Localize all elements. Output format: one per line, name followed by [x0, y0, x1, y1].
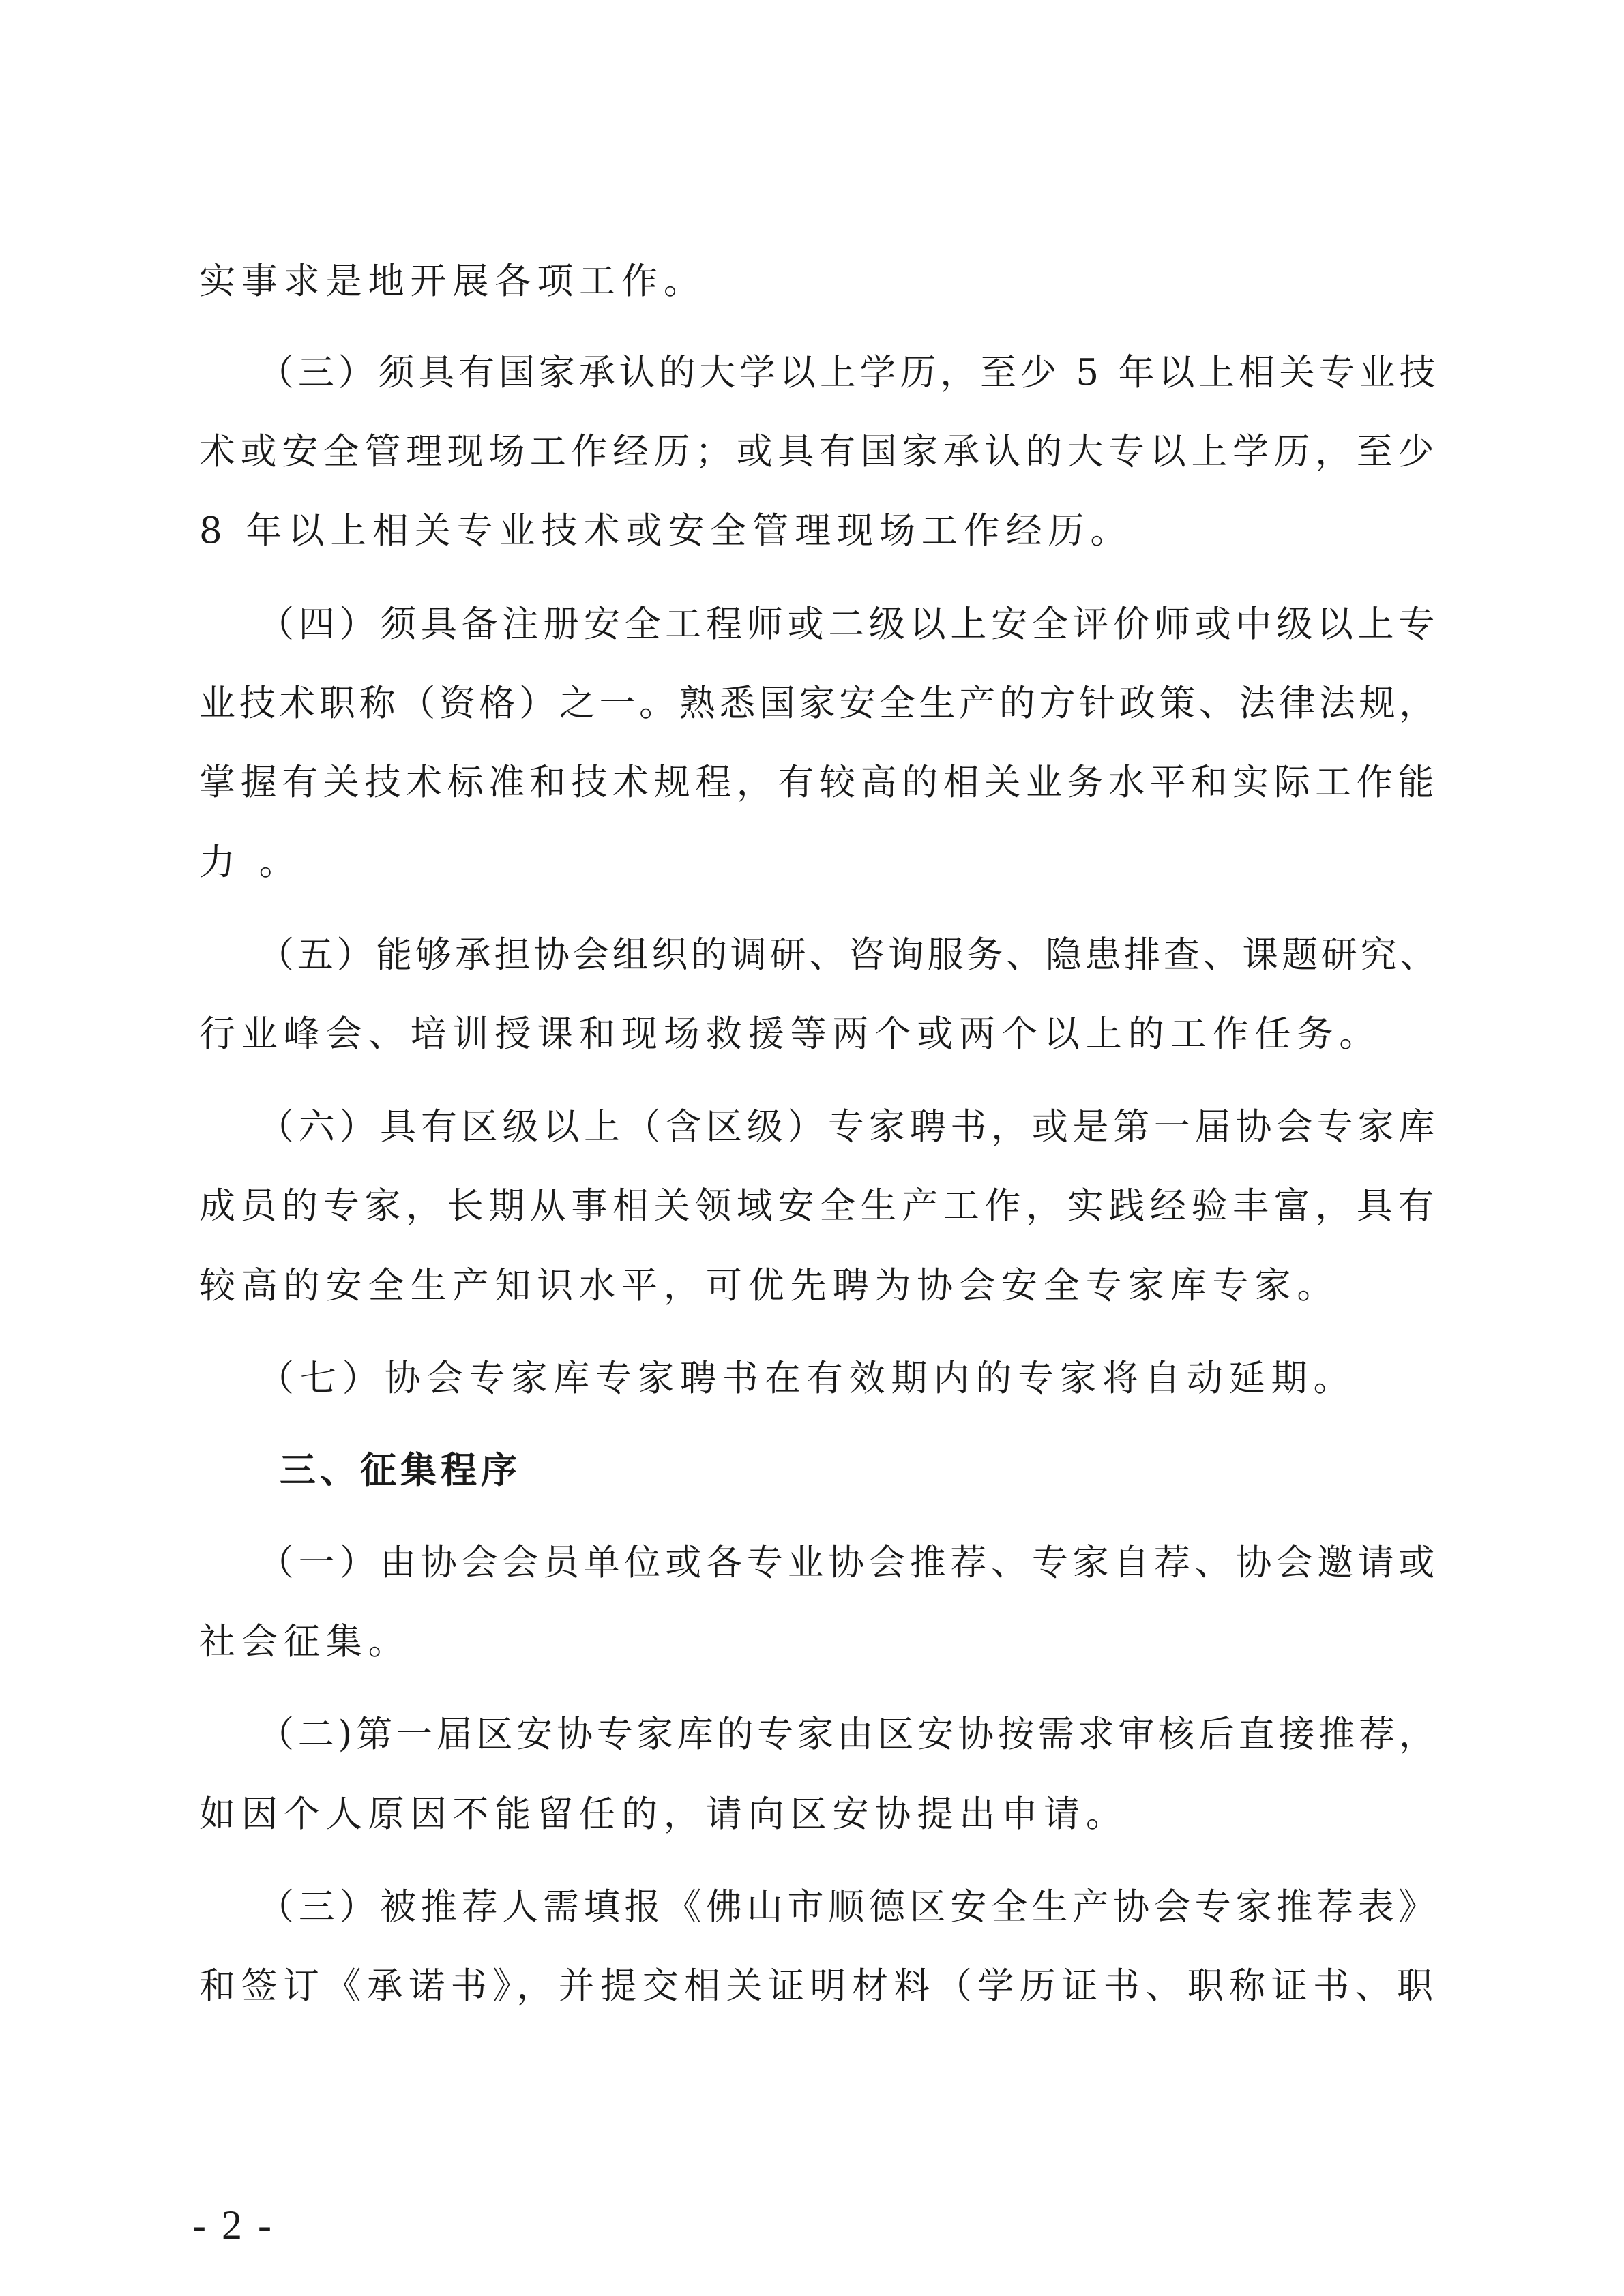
- paragraph-line: 较高的安全生产知识水平，可优先聘为协会安全专家库专家。: [199, 1265, 1340, 1307]
- paragraph-line: （五）能够承担协会组织的调研、咨询服务、隐患排查、课题研究、: [258, 934, 1439, 976]
- paragraph-line: （七）协会专家库专家聘书在有效期内的专家将自动延期。: [258, 1358, 1356, 1399]
- paragraph-line: （六）具有区级以上（含区级）专家聘书，或是第一届协会专家库: [258, 1106, 1440, 1148]
- paragraph-line: （四）须具备注册安全工程师或二级以上安全评价师或中级以上专: [258, 603, 1440, 645]
- paragraph-line: 和签订《承诺书》，并提交相关证明材料（学历证书、职称证书、职: [199, 1965, 1439, 2007]
- paragraph-line: 社会征集。: [199, 1621, 411, 1663]
- paragraph-line: 业技术职称（资格）之一。熟悉国家安全生产的方针政策、法律法规，: [199, 683, 1439, 724]
- section-heading: 三、征集程序: [280, 1450, 521, 1491]
- paragraph-line: 力 。: [199, 841, 301, 883]
- paragraph-line: （三）须具有国家承认的大学以上学历，至少 5 年以上相关专业技: [258, 352, 1440, 393]
- paragraph-line: 术或安全管理现场工作经历；或具有国家承认的大专以上学历，至少: [199, 431, 1439, 473]
- paragraph-line: 行业峰会、培训授课和现场救援等两个或两个以上的工作任务。: [199, 1013, 1382, 1055]
- page-number: - 2 -: [192, 2203, 274, 2248]
- paragraph-line: 如因个人原因不能留任的，请向区安协提出申请。: [199, 1793, 1128, 1835]
- paragraph-line: 8 年以上相关专业技术或安全管理现场工作经历。: [199, 510, 1133, 552]
- paragraph-line: （一）由协会会员单位或各专业协会推荐、专家自荐、协会邀请或: [258, 1542, 1440, 1583]
- paragraph-line: （三）被推荐人需填报《佛山市顺德区安全生产协会专家推荐表》: [258, 1886, 1440, 1928]
- paragraph-line: 成员的专家，长期从事相关领域安全生产工作，实践经验丰富，具有: [199, 1185, 1439, 1227]
- paragraph-line: （二)第一届区安协专家库的专家由区安协按需求审核后直接推荐，: [258, 1714, 1439, 1755]
- paragraph-line: 实事求是地开展各项工作。: [199, 260, 706, 302]
- paragraph-line: 掌握有关技术标准和技术规程，有较高的相关业务水平和实际工作能: [199, 762, 1439, 803]
